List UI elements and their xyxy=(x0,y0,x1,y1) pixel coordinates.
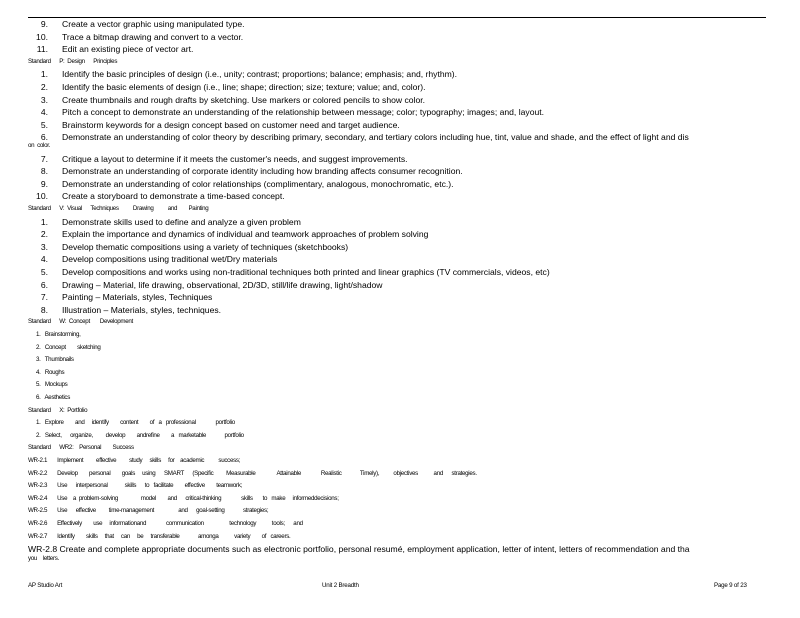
item-number: 10. xyxy=(36,31,48,42)
list-item xyxy=(28,216,764,228)
item-number: 7. xyxy=(40,153,48,164)
item-number: 5. xyxy=(40,267,48,277)
standard-heading-x: Standard X: Portfolio xyxy=(28,406,88,414)
item-text: Develop compositions and works using non-traditional techniques both printed and linear graphics (TV commercials, videos, etc) xyxy=(62,267,550,277)
list-item xyxy=(28,190,764,202)
item-number: 6. xyxy=(40,132,48,143)
list-item xyxy=(28,43,764,55)
item-text: Trace a bitmap drawing and convert to a vector. xyxy=(62,31,244,42)
list-item xyxy=(28,68,764,80)
item-text: Identify the basic principles of design (i.e., unity; contrast; proportions; balance; emphasis; and, rhythm). xyxy=(62,69,458,80)
item-text: Create thumbnails and rough drafts by sketching. Use markers or colored pencils to show color. xyxy=(62,94,426,105)
standard-heading-p: Standard P: Design Principles xyxy=(28,57,118,65)
list-item xyxy=(28,165,764,177)
list-item: 4. Roughs xyxy=(36,368,65,376)
item-text: Explain the importance and dynamics of individual and teamwork approaches of problem solving xyxy=(62,229,429,240)
list-item xyxy=(28,304,764,316)
item-text: Demonstrate an understanding of color relationships (complimentary, analogous, monochromatic, etc.). xyxy=(62,178,454,189)
list-item: 6. Aesthetics xyxy=(36,394,71,401)
item-text: Develop thematic compositions using a variety of techniques (sketchbooks) xyxy=(62,241,349,252)
item-text: Edit an existing piece of vector art. xyxy=(62,44,194,55)
list-item: 5. Mockups xyxy=(36,381,68,389)
item-number: 7. xyxy=(40,292,48,303)
list-item xyxy=(28,228,764,240)
footer-left: AP Studio Art xyxy=(28,582,63,589)
list-item xyxy=(28,279,764,291)
item-number: 4. xyxy=(40,107,48,118)
list-item xyxy=(28,31,764,43)
list-item-continuation: you letters. xyxy=(28,554,59,562)
item-number: 9. xyxy=(40,178,48,189)
list-item: WR-2.3 Use interpersonal skills to facilitate effective teamwork; xyxy=(28,482,243,490)
item-number: 11. xyxy=(36,44,48,55)
standard-heading-wr2: Standard WR2: Personal Success xyxy=(28,444,134,452)
item-number: 8. xyxy=(40,304,48,315)
list-item: WR-2.7 Identify skills that can be transferable amonga variety of careers. xyxy=(28,532,291,540)
list-item: WR-2.8 Create and complete appropriate documents such as electronic portfolio, personal resumé, employment application, letter of intent, letters of recommendation and tha xyxy=(28,544,690,555)
list-item: 2. Select, organize, develop andrefine a marketable portfolio xyxy=(36,431,244,439)
list-item xyxy=(28,81,764,93)
item-text: Create a storyboard to demonstrate a time-based concept. xyxy=(62,191,285,202)
list-item xyxy=(28,241,764,253)
item-text: Illustration – Materials, styles, techniques. xyxy=(62,304,222,315)
list-item xyxy=(28,291,764,303)
item-number: 3. xyxy=(40,94,48,105)
list-item xyxy=(28,178,764,190)
standard-heading-v: Standard V: Visual Techniques Drawing and Painting xyxy=(28,205,209,212)
item-text: Develop compositions using traditional wet/Dry materials xyxy=(62,254,278,265)
list-item: 3. Thumbnails xyxy=(36,356,74,364)
list-item-continuation: on color. xyxy=(28,142,51,149)
list-item xyxy=(28,94,764,106)
standard-heading-w: Standard W: Concept Development xyxy=(28,318,133,326)
list-item: WR-2.5 Use effective time-management and goal-setting strategies; xyxy=(28,507,269,515)
list-item xyxy=(28,18,764,30)
list-item: WR-2.1 Implement effective study skills for academic success; xyxy=(28,457,241,464)
list-item: 1. Explore and identify content of a professional portfolio xyxy=(36,419,235,427)
item-number: 2. xyxy=(40,82,48,92)
list-item: 1. Brainstorming, xyxy=(36,331,81,338)
item-text: Create a vector graphic using manipulated type. xyxy=(62,19,245,29)
item-text: Drawing – Material, life drawing, observational, 2D/3D, still/life drawing, light/shadow xyxy=(62,279,383,290)
item-text: Critique a layout to determine if it meets the customer's needs, and suggest improvements. xyxy=(62,153,408,164)
item-text: Identify the basic elements of design (i.e., line; shape; direction; size; texture; value; and, color). xyxy=(62,82,426,92)
item-number: 1. xyxy=(40,69,48,80)
footer-center: Unit 2 Breadth xyxy=(322,582,359,589)
list-item: WR-2.2 Develop personal goals using SMART (Specific Measurable Attainable Realistic Timely), objectives and strategies. xyxy=(28,469,477,477)
footer-page-number: Page 9 of 23 xyxy=(714,582,747,589)
item-number: 1. xyxy=(40,216,48,227)
list-item xyxy=(28,266,764,278)
item-number: 8. xyxy=(40,166,48,177)
list-item: WR-2.6 Effectively use informationand communication technology tools; and xyxy=(28,520,303,527)
list-item xyxy=(28,106,764,118)
item-number: 4. xyxy=(40,254,48,265)
list-item: WR-2.4 Use a problem-solving model and critical-thinking skills to make informeddecisions; xyxy=(28,494,339,502)
list-item xyxy=(28,153,764,165)
item-number: 3. xyxy=(40,241,48,252)
list-item xyxy=(28,253,764,265)
item-number: 6. xyxy=(40,279,48,290)
item-number: 10. xyxy=(36,191,48,202)
list-item: 2. Concept sketching xyxy=(36,343,101,351)
item-text: Demonstrate an understanding of color theory by describing primary, secondary, and tertiary colors including hue, tint, value and shade, and the effect of light and dis xyxy=(62,132,689,143)
item-number: 2. xyxy=(40,229,48,240)
item-text: Pitch a concept to demonstrate an understanding of the relationship between message; color; typography; images; and, layout. xyxy=(62,107,545,118)
item-number: 5. xyxy=(40,119,48,130)
item-number: 9. xyxy=(40,19,48,29)
item-text: Demonstrate skills used to define and analyze a given problem xyxy=(62,216,301,227)
item-text: Demonstrate an understanding of corporate identity including how branding affects consumer recognition. xyxy=(62,166,463,177)
item-text: Brainstorm keywords for a design concept based on customer need and target audience. xyxy=(62,119,400,130)
list-item xyxy=(28,119,764,131)
item-text: Painting – Materials, styles, Techniques xyxy=(62,292,213,303)
